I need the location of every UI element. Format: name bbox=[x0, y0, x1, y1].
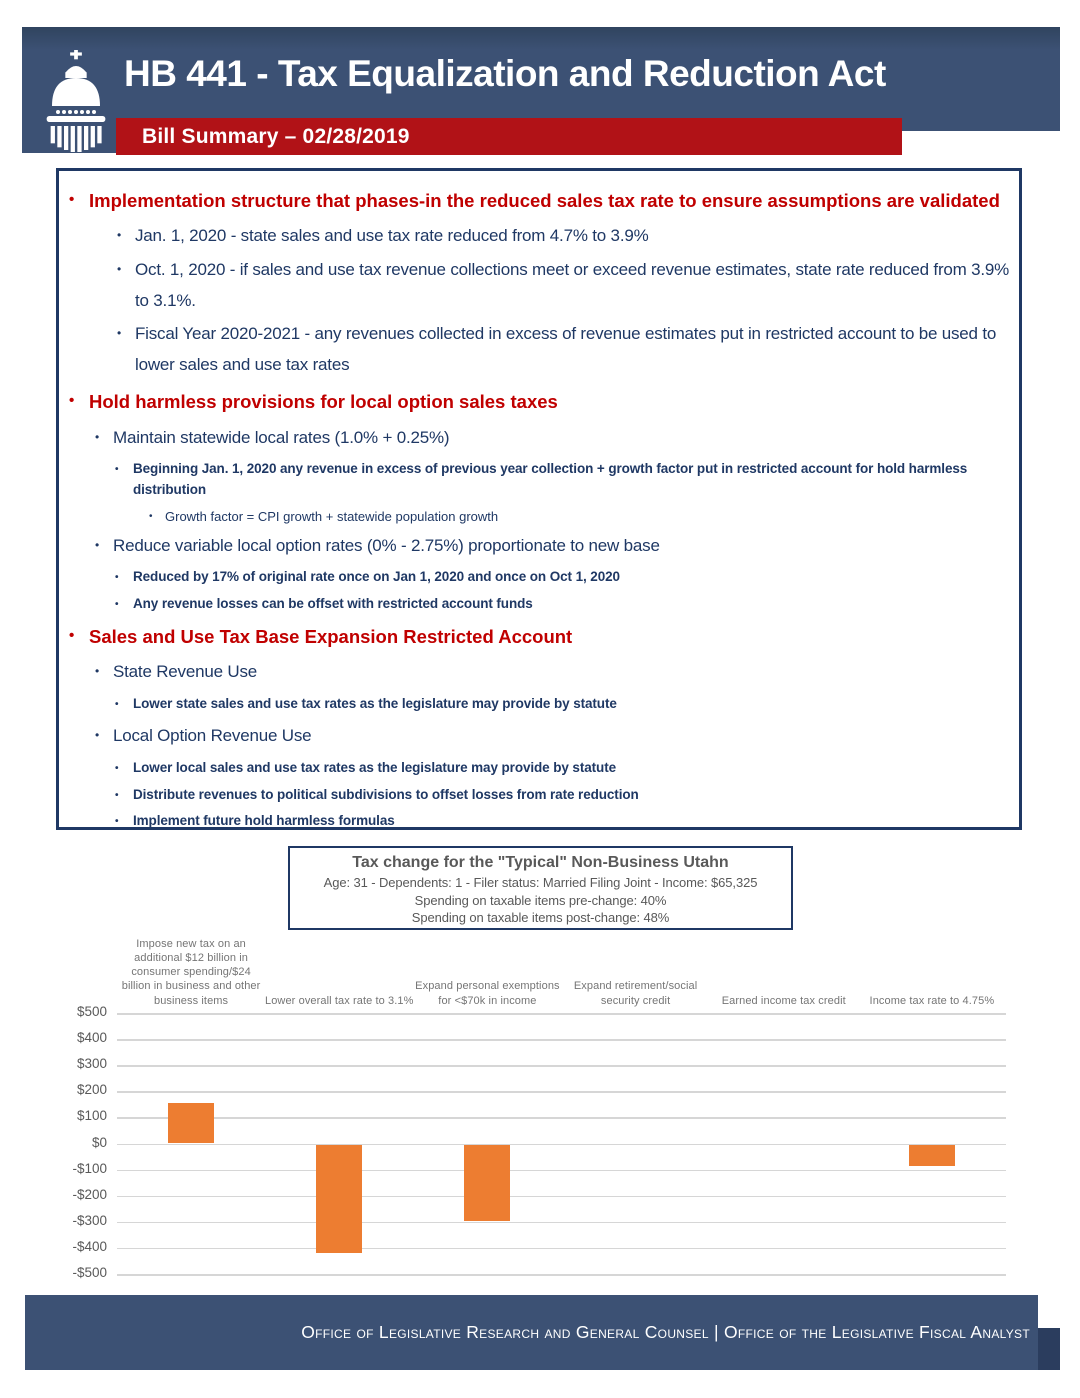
grid-line bbox=[117, 1274, 1006, 1276]
section-heading-text: Hold harmless provisions for local option sales taxes bbox=[89, 391, 558, 413]
bullet-item-text: Any revenue losses can be offset with restricted account funds bbox=[133, 596, 533, 612]
bullet-icon bbox=[115, 758, 133, 777]
y-axis-tick-label: -$100 bbox=[72, 1160, 107, 1176]
y-axis-tick-label: $100 bbox=[76, 1108, 107, 1124]
bullet-item-text: Reduce variable local option rates (0% - 2.75%) proportionate to new base bbox=[113, 535, 660, 555]
grid-line bbox=[117, 1039, 1006, 1041]
grid-line bbox=[117, 1091, 1006, 1093]
y-axis-tick-label: -$500 bbox=[72, 1265, 107, 1280]
bullet-item-text: Maintain statewide local rates (1.0% + 0.25%) bbox=[113, 427, 450, 447]
bullet-icon bbox=[115, 459, 133, 478]
bar-2 bbox=[316, 1145, 362, 1253]
summary-box bbox=[56, 168, 1022, 830]
bullet-item bbox=[69, 507, 1013, 527]
bullet-item bbox=[69, 567, 1013, 588]
bullet-item-text: Reduced by 17% of original rate once on Jan 1, 2020 and once on Oct 1, 2020 bbox=[133, 569, 620, 585]
grid-line bbox=[117, 1144, 1006, 1146]
section-heading-text: Sales and Use Tax Base Expansion Restricted Account bbox=[89, 626, 573, 648]
category-label: Impose new tax on an additional $12 billion in consumer spending/$24 billion in business and other business items bbox=[121, 937, 261, 1007]
section-heading bbox=[69, 621, 1013, 653]
y-axis-tick-label: $0 bbox=[91, 1134, 107, 1150]
grid-line bbox=[117, 1170, 1006, 1172]
footer bbox=[25, 1295, 1038, 1370]
bullet-icon bbox=[95, 721, 113, 747]
grid-line bbox=[117, 1248, 1006, 1250]
bullet-item bbox=[69, 319, 1013, 380]
category-label: Earned income tax credit bbox=[721, 994, 846, 1007]
bullet-item-text: Local Option Revenue Use bbox=[113, 725, 312, 745]
bullet-icon bbox=[95, 423, 113, 449]
summary-section bbox=[69, 386, 1013, 615]
bullet-icon bbox=[117, 221, 135, 247]
category-label: Income tax rate to 4.75% bbox=[869, 994, 995, 1007]
bullet-item bbox=[69, 531, 1013, 562]
bullet-item-text: Oct. 1, 2020 - if sales and use tax revenue collections meet or exceed revenue estimates, state rate reduced from 3.9% to 3.1%. bbox=[135, 259, 1010, 310]
y-axis-tick-label: $300 bbox=[76, 1056, 107, 1072]
bullet-icon bbox=[115, 594, 133, 613]
bullet-icon bbox=[69, 185, 89, 213]
category-label: Expand personal exemptions for <$70k in income bbox=[415, 980, 560, 1007]
bullet-item bbox=[69, 423, 1013, 454]
bill-summary-banner bbox=[116, 118, 902, 155]
footer-accent-tab bbox=[1038, 1328, 1060, 1370]
y-axis-tick-label: $500 bbox=[76, 1004, 107, 1019]
y-axis-tick-label: -$300 bbox=[72, 1212, 107, 1228]
bullet-item-text: State Revenue Use bbox=[113, 662, 258, 682]
bullet-item bbox=[69, 811, 1013, 832]
category-label: Lower overall tax rate to 3.1% bbox=[264, 994, 414, 1007]
bullet-item bbox=[69, 785, 1013, 806]
bar-1 bbox=[168, 1103, 214, 1143]
bullet-item-text: Beginning Jan. 1, 2020 any revenue in excess of previous year collection + growth factor put in restricted account for hold harmless distribution bbox=[133, 461, 968, 498]
footer-text: Office of Legislative Research and General Counsel | Office of the Legislative Fiscal Analyst bbox=[301, 1322, 1030, 1342]
summary-section bbox=[69, 621, 1013, 832]
capitol-dome-icon bbox=[36, 50, 116, 154]
y-axis-tick-label: -$400 bbox=[72, 1238, 107, 1254]
bullet-icon bbox=[69, 621, 89, 649]
grid-line bbox=[117, 1196, 1006, 1198]
y-axis-tick-label: $400 bbox=[76, 1030, 107, 1046]
bill-summary-label: Bill Summary – 02/28/2019 bbox=[142, 124, 410, 148]
bullet-icon bbox=[115, 567, 133, 586]
grid-line bbox=[117, 1117, 1006, 1119]
bullet-icon bbox=[95, 657, 113, 683]
bullet-item bbox=[69, 594, 1013, 615]
bullet-item-text: Implement future hold harmless formulas bbox=[133, 813, 395, 829]
chart-subtitle-prechange: Spending on taxable items pre-change: 40% bbox=[414, 892, 667, 908]
bullet-icon bbox=[115, 811, 133, 830]
bar-6 bbox=[909, 1145, 955, 1166]
y-axis-tick-label: $200 bbox=[76, 1082, 107, 1098]
section-heading-text: Implementation structure that phases-in the reduced sales tax rate to ensure assumptions are validated bbox=[89, 190, 1000, 211]
y-axis-tick-label: -$200 bbox=[72, 1186, 107, 1202]
page-title: HB 441 - Tax Equalization and Reduction Act bbox=[124, 53, 886, 94]
bullet-item bbox=[69, 657, 1013, 688]
bullet-item bbox=[69, 758, 1013, 779]
bullet-item bbox=[69, 721, 1013, 752]
bullet-item-text: Lower state sales and use tax rates as the legislature may provide by statute bbox=[133, 696, 617, 712]
bullet-item-text: Distribute revenues to political subdivisions to offset losses from rate reduction bbox=[133, 786, 639, 802]
bullet-item bbox=[69, 694, 1013, 715]
summary-section bbox=[69, 185, 1013, 380]
chart-subtitle-demographics: Age: 31 - Dependents: 1 - Filer status: Married Filing Joint - Income: $65,325 bbox=[323, 875, 758, 890]
bullet-item-text: Growth factor = CPI growth + statewide population growth bbox=[165, 509, 499, 525]
chart-header-box bbox=[288, 846, 793, 930]
bullet-item bbox=[69, 255, 1013, 316]
bullet-icon bbox=[117, 255, 135, 281]
bullet-item bbox=[69, 459, 1013, 501]
bullet-item-text: Lower local sales and use tax rates as the legislature may provide by statute bbox=[133, 759, 616, 775]
bullet-icon bbox=[149, 507, 165, 524]
bullet-icon bbox=[117, 319, 135, 345]
bullet-item bbox=[69, 221, 1013, 252]
grid-line bbox=[117, 1013, 1006, 1015]
section-heading bbox=[69, 386, 1013, 418]
bullet-icon bbox=[115, 694, 133, 713]
bullet-icon bbox=[69, 386, 89, 414]
category-label: Expand retirement/social security credit bbox=[573, 980, 698, 1007]
bullet-item-text: Jan. 1, 2020 - state sales and use tax rate reduced from 4.7% to 3.9% bbox=[135, 226, 649, 246]
bullet-item-text: Fiscal Year 2020-2021 - any revenues collected in excess of revenue estimates put in restricted account to be used to lower sales and use tax rates bbox=[135, 324, 997, 374]
chart-subtitle-postchange: Spending on taxable items post-change: 48% bbox=[411, 910, 670, 926]
bullet-icon bbox=[95, 531, 113, 557]
bullet-icon bbox=[115, 785, 133, 804]
grid-line bbox=[117, 1222, 1006, 1224]
chart-title: Tax change for the "Typical" Non-Business Utahn bbox=[352, 854, 729, 871]
grid-line bbox=[117, 1065, 1006, 1067]
section-heading bbox=[69, 185, 1013, 217]
bar-3 bbox=[464, 1145, 510, 1221]
chart bbox=[0, 930, 1080, 1290]
